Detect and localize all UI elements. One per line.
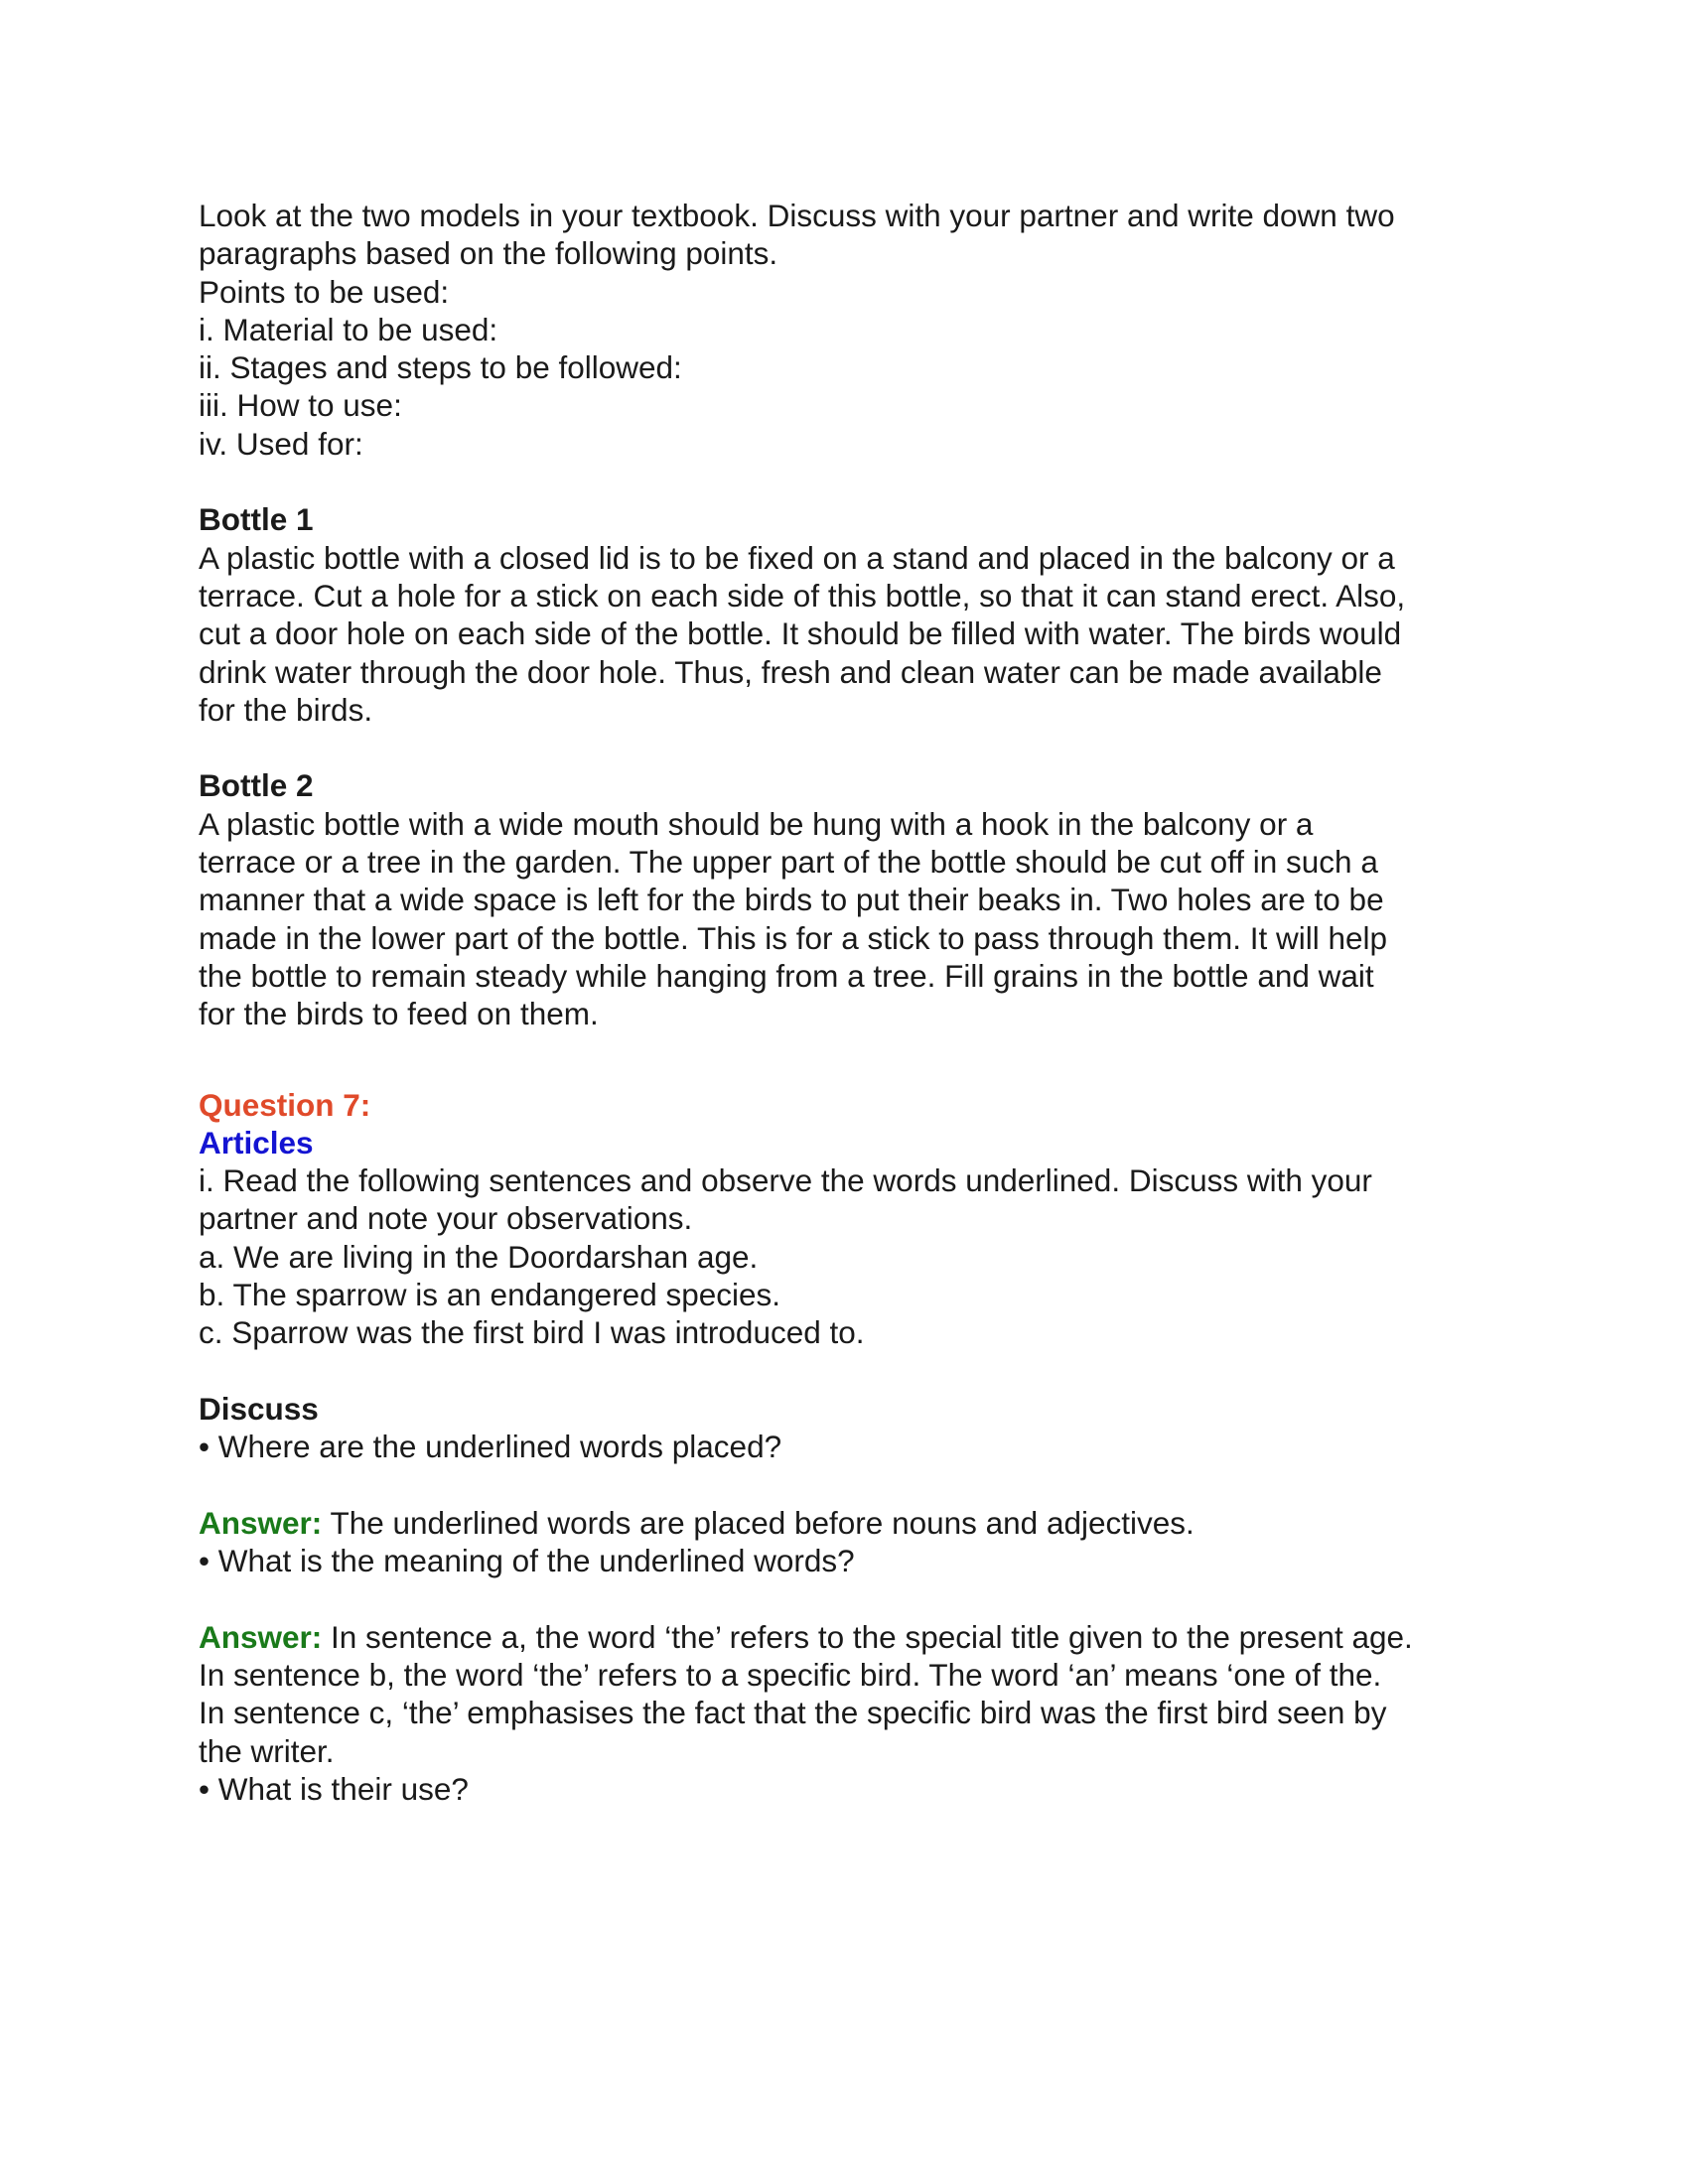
- spacer: [199, 463, 1509, 500]
- answer-label: Answer:: [199, 1504, 323, 1541]
- spacer: [199, 1352, 1509, 1390]
- answer-line: [199, 1504, 1509, 1542]
- answer-line: In sentence c, ‘the’ emphasises the fact that the specific bird was the first bird seen by: [199, 1695, 1387, 1731]
- bottle1-line: A plastic bottle with a closed lid is to be fixed on a stand and placed in the balcony or a: [199, 539, 1395, 576]
- intro-line: iii. How to use:: [199, 387, 402, 424]
- bottle1-heading: Bottle 1: [199, 501, 314, 538]
- discuss-question: • Where are the underlined words placed?: [199, 1429, 782, 1465]
- question-subtitle: Articles: [199, 1124, 314, 1160]
- bottle1-line: for the birds.: [199, 691, 373, 728]
- question-title: Question 7:: [199, 1086, 371, 1123]
- answer-line: In sentence b, the word ‘the’ refers to a specific bird. The word ‘an’ means ‘one of the.: [199, 1656, 1382, 1693]
- discuss-question: • What is the meaning of the underlined words?: [199, 1543, 855, 1579]
- discuss-question: • What is their use?: [199, 1770, 469, 1807]
- question7-section: [199, 1086, 1509, 1352]
- bottle2-heading: Bottle 2: [199, 767, 314, 804]
- bottle2-section: [199, 766, 1509, 1032]
- question-line: partner and note your observations.: [199, 1200, 693, 1237]
- bottle1-line: cut a door hole on each side of the bottle. It should be filled with water. The birds would: [199, 615, 1402, 652]
- intro-line: i. Material to be used:: [199, 311, 498, 347]
- bottle2-line: for the birds to feed on them.: [199, 996, 599, 1032]
- example-sentence: b. The sparrow is an endangered species.: [199, 1277, 781, 1313]
- intro-line: Points to be used:: [199, 273, 450, 310]
- answer-text: The underlined words are placed before nouns and adjectives.: [322, 1504, 1195, 1541]
- discuss-section: [199, 1390, 1509, 1808]
- bottle2-line: manner that a wide space is left for the birds to put their beaks in. Two holes are to be: [199, 882, 1384, 918]
- spacer: [199, 729, 1509, 766]
- answer-line: the writer.: [199, 1732, 335, 1769]
- answer-text: In sentence a, the word ‘the’ refers to the special title given to the present age.: [322, 1618, 1413, 1655]
- bottle1-section: [199, 500, 1509, 729]
- discuss-heading: Discuss: [199, 1390, 319, 1427]
- question-line: i. Read the following sentences and observe the words underlined. Discuss with your: [199, 1162, 1372, 1199]
- bottle2-line: the bottle to remain steady while hanging from a tree. Fill grains in the bottle and wait: [199, 957, 1374, 994]
- example-sentence: a. We are living in the Doordarshan age.: [199, 1238, 759, 1275]
- spacer: [199, 1466, 1509, 1504]
- intro-line: iv. Used for:: [199, 425, 363, 462]
- spacer: [199, 1579, 1509, 1617]
- intro-line: Look at the two models in your textbook. Discuss with your partner and write down two: [199, 198, 1395, 233]
- intro-line: ii. Stages and steps to be followed:: [199, 349, 682, 386]
- bottle1-line: drink water through the door hole. Thus, fresh and clean water can be made available: [199, 653, 1382, 690]
- intro-section: [199, 197, 1509, 463]
- intro-line: paragraphs based on the following points.: [199, 235, 778, 272]
- spacer: [199, 1033, 1509, 1086]
- document-page: [199, 197, 1509, 1808]
- bottle1-line: terrace. Cut a hole for a stick on each side of this bottle, so that it can stand erect. Also,: [199, 577, 1406, 614]
- example-sentence: c. Sparrow was the first bird I was introduced to.: [199, 1314, 865, 1351]
- answer-line: [199, 1618, 1509, 1656]
- bottle2-line: made in the lower part of the bottle. This is for a stick to pass through them. It will help: [199, 919, 1387, 956]
- bottle2-line: A plastic bottle with a wide mouth should be hung with a hook in the balcony or a: [199, 805, 1314, 842]
- bottle2-line: terrace or a tree in the garden. The upper part of the bottle should be cut off in such a: [199, 844, 1378, 881]
- answer-label: Answer:: [199, 1618, 323, 1655]
